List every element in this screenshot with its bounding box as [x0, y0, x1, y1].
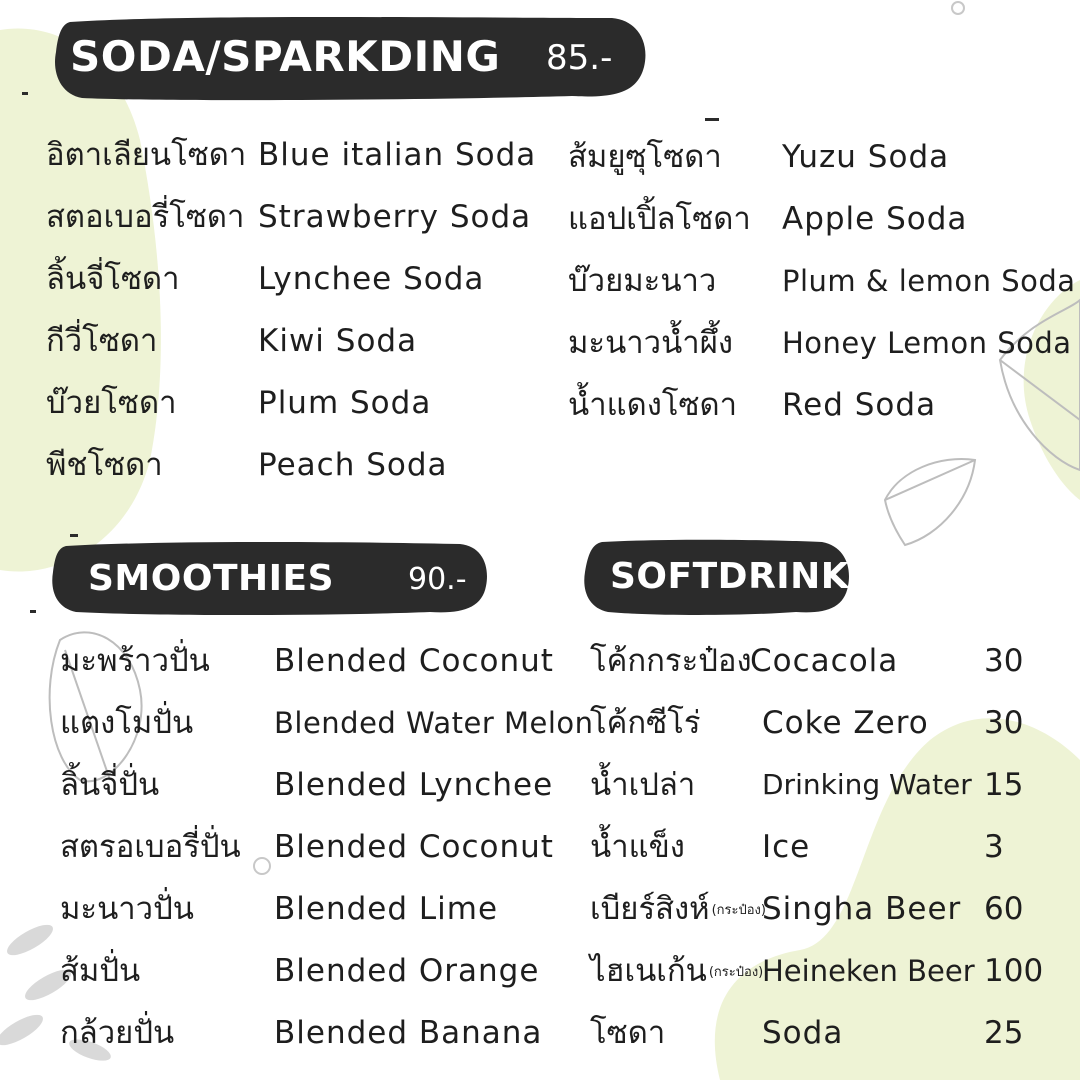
- list-item: Red Soda: [782, 387, 937, 423]
- item-price: 100: [984, 953, 1044, 989]
- list-item: Ice: [762, 829, 811, 865]
- list-item: ลิ้นจี่ปั่น: [60, 767, 160, 803]
- list-item: Coke Zero: [762, 705, 929, 741]
- list-item: สตรอเบอรี่ปั่น: [60, 829, 241, 865]
- list-item: Blended Coconut: [274, 643, 554, 679]
- list-item: โค้กกระป๋อง: [590, 643, 752, 679]
- list-item: บ๊วยมะนาว: [568, 263, 717, 299]
- list-item: Honey Lemon Soda: [782, 326, 1072, 360]
- item-price: 15: [984, 767, 1024, 803]
- list-item: มะนาวน้ำผึ้ง: [568, 325, 733, 361]
- smoothies-section-price: 90.-: [408, 562, 467, 597]
- list-item: Lynchee Soda: [258, 261, 485, 297]
- list-item: [590, 878, 766, 940]
- list-item: Blue italian Soda: [258, 137, 537, 173]
- soda-section-price: 85.-: [546, 38, 613, 78]
- item-price: 60: [984, 891, 1024, 927]
- list-item: Cocacola: [750, 643, 899, 679]
- list-item: Singha Beer: [762, 891, 962, 927]
- list-item: Kiwi Soda: [258, 323, 418, 359]
- list-item: Blended Coconut: [274, 829, 554, 865]
- item-thai-name: เบียร์สิงห์: [590, 891, 710, 927]
- list-item: อิตาเลียนโซดา: [46, 137, 247, 173]
- list-item: Blended Water Melon: [274, 706, 594, 740]
- list-item: ลิ้นจี่โซดา: [46, 261, 180, 297]
- deco-circle: [952, 2, 964, 14]
- item-note: (กระป๋อง): [708, 964, 764, 980]
- item-note: (กระป๋อง): [711, 902, 766, 918]
- list-item: Apple Soda: [782, 201, 968, 237]
- list-item: [590, 940, 766, 1002]
- soda-right-english-list: [782, 126, 1076, 436]
- list-item: Blended Lime: [274, 891, 499, 927]
- softdrink-price-list: [984, 630, 1043, 1064]
- list-item: สตอเบอรี่โซดา: [46, 199, 245, 235]
- item-price: 30: [984, 643, 1024, 679]
- list-item: น้ำแดงโซดา: [568, 387, 738, 423]
- list-item: ส้มยูซุโซดา: [568, 139, 722, 175]
- deco-circle: [254, 858, 270, 874]
- list-item: Soda: [762, 1015, 844, 1051]
- list-item: Drinking Water: [762, 768, 972, 801]
- list-item: บ๊วยโซดา: [46, 385, 177, 421]
- item-thai-name: ไฮเนเก้น: [590, 953, 707, 989]
- item-price: 25: [984, 1015, 1024, 1051]
- list-item: Plum Soda: [258, 385, 432, 421]
- item-price: 30: [984, 705, 1024, 741]
- list-item: ส้มปั่น: [60, 953, 141, 989]
- list-item: มะนาวปั่น: [60, 891, 194, 927]
- list-item: โซดา: [590, 1015, 666, 1051]
- soda-right-thai-list: [568, 126, 751, 436]
- list-item: Strawberry Soda: [258, 199, 532, 235]
- list-item: Heineken Beer: [762, 954, 975, 988]
- list-item: มะพร้าวปั่น: [60, 643, 210, 679]
- list-item: น้ำเปล่า: [590, 767, 696, 803]
- list-item: Blended Lynchee: [274, 767, 554, 803]
- list-item: พีชโซดา: [46, 447, 163, 483]
- list-item: แตงโมปั่น: [60, 705, 194, 741]
- list-item: กีวี่โซดา: [46, 323, 158, 359]
- smoothies-section-title: SMOOTHIES: [88, 558, 335, 599]
- softdrink-english-list: [750, 630, 975, 1064]
- list-item: แอปเปิ้ลโซดา: [568, 201, 751, 237]
- soda-left-thai-list: [46, 124, 246, 496]
- list-item: Blended Banana: [274, 1015, 543, 1051]
- smoothies-english-list: [274, 630, 594, 1064]
- softdrink-section-title: SOFTDRINK: [610, 556, 850, 597]
- list-item: Peach Soda: [258, 447, 448, 483]
- soda-section-title: SODA/SPARKDING: [70, 32, 501, 81]
- list-item: Plum & lemon Soda: [782, 264, 1076, 298]
- list-item: โค้กซีโร่: [590, 705, 701, 741]
- list-item: Blended Orange: [274, 953, 540, 989]
- item-price: 3: [984, 829, 1004, 865]
- smoothies-thai-list: [60, 630, 241, 1064]
- softdrink-thai-list: [590, 630, 766, 1064]
- soda-left-english-list: [258, 124, 536, 496]
- list-item: กล้วยปั่น: [60, 1015, 175, 1051]
- list-item: Yuzu Soda: [782, 139, 950, 175]
- list-item: น้ำแข็ง: [590, 829, 685, 865]
